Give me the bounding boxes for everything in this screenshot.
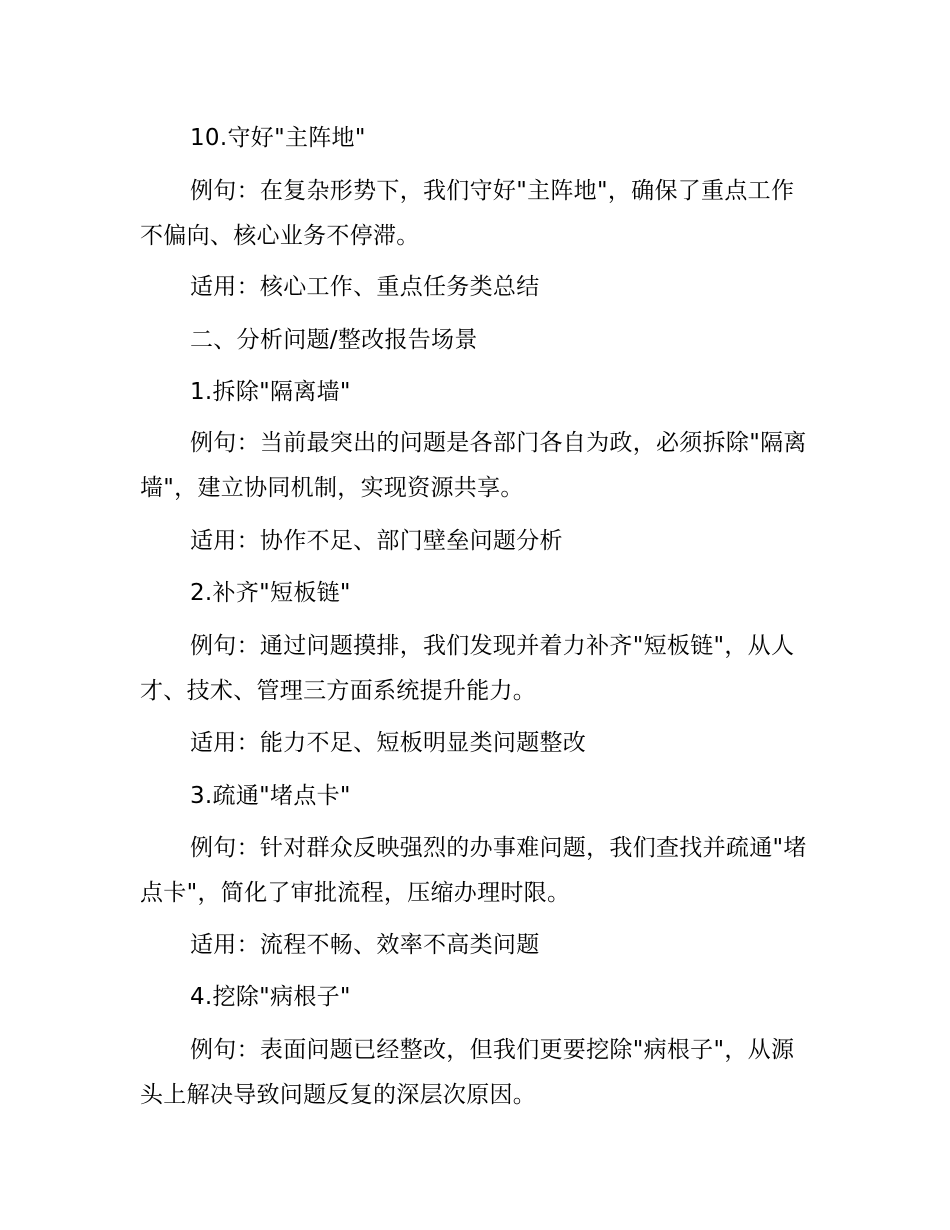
usage-note: 适用：能力不足、短板明显类问题整改 [190, 730, 587, 756]
heading-item-3: 3.疏通"堵点卡" [190, 783, 351, 809]
usage-note: 适用：协作不足、部门壁垒问题分析 [190, 528, 563, 554]
example-sentence: 例句：当前最突出的问题是各部门各自为政，必须拆除"隔离墙"，建立协同机制，实现资源共享。 [140, 430, 807, 501]
heading-item-4: 4.挖除"病根子" [190, 984, 351, 1010]
example-sentence: 例句：通过问题摸排，我们发现并着力补齐"短板链"，从人才、技术、管理三方面系统提升能力。 [140, 633, 795, 704]
section-heading: 二、分析问题/整改报告场景 [190, 327, 478, 353]
heading-item-2: 2.补齐"短板链" [190, 580, 351, 606]
usage-note: 适用：流程不畅、效率不高类问题 [190, 932, 540, 958]
example-sentence: 例句：在复杂形势下，我们守好"主阵地"，确保了重点工作不偏向、核心业务不停滞。 [140, 178, 795, 249]
heading-item-10: 10.守好"主阵地" [190, 125, 366, 151]
example-sentence: 例句：针对群众反映强烈的办事难问题，我们查找并疏通"堵点卡"，简化了审批流程，压缩办理时限。 [140, 835, 807, 906]
usage-note: 适用：核心工作、重点任务类总结 [190, 274, 540, 300]
heading-item-1: 1.拆除"隔离墙" [190, 379, 351, 405]
example-sentence: 例句：表面问题已经整改，但我们更要挖除"病根子"，从源头上解决导致问题反复的深层次原因。 [140, 1037, 795, 1108]
